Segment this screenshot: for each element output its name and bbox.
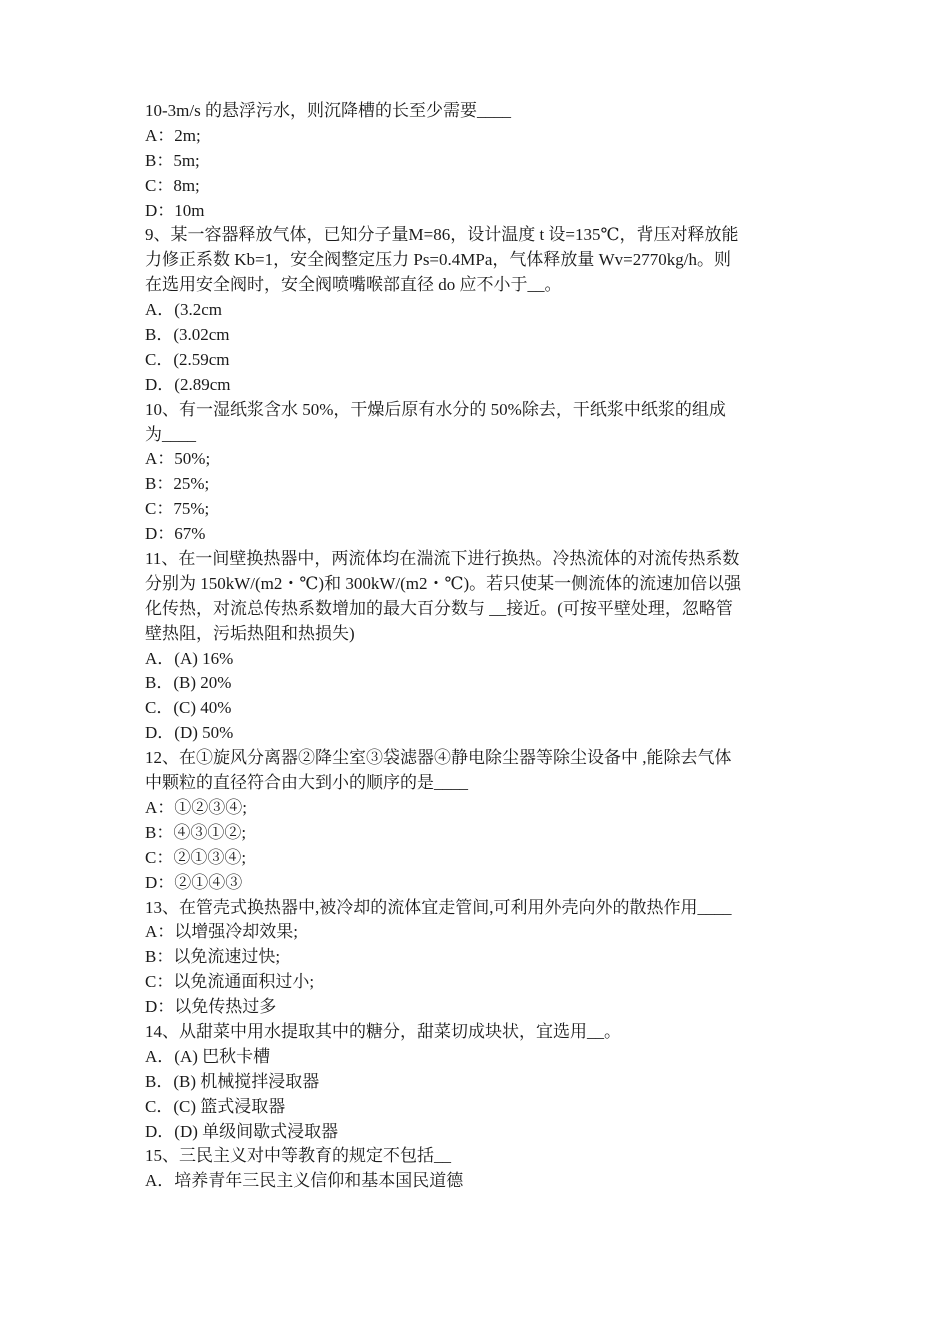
question-line: 13、在管壳式换热器中,被冷却的流体宜走管间,可利用外壳向外的散热作用____ [145, 897, 732, 917]
option-line: B：5m; [145, 150, 200, 170]
option-line: C：8m; [145, 175, 200, 195]
question-line: 力修正系数 Kb=1，安全阀整定压力 Ps=0.4MPa，气体释放量 Wv=2770kg/h。则 [145, 250, 731, 270]
question-line: 壁热阻，污垢热阻和热损失) [145, 623, 355, 643]
option-line: D．(2.89cm [145, 374, 231, 394]
option-line: A．(A) 16% [145, 648, 234, 668]
question-line: 化传热，对流总传热系数增加的最大百分数与 __接近。(可按平壁处理，忽略管 [145, 598, 733, 618]
option-line: A：2m; [145, 125, 201, 145]
option-line: C：②①③④; [145, 847, 247, 867]
question-line: 12、在①旋风分离器②降尘室③袋滤器④静电除尘器等除尘设备中 ,能除去气体 [145, 748, 732, 768]
option-line: A．(A) 巴秋卡槽 [145, 1046, 271, 1066]
option-line: D：67% [145, 524, 206, 544]
option-line: C．(C) 40% [145, 698, 232, 718]
option-line: C：以免流通面积过小; [145, 972, 315, 992]
option-line: B：以免流速过快; [145, 947, 281, 967]
option-line: A：50%; [145, 449, 211, 469]
option-line: B：25%; [145, 474, 210, 494]
question-line: 9、某一容器释放气体，已知分子量M=86，设计温度 t 设=135℃，背压对释放能 [145, 225, 739, 245]
option-line: A．培养青年三民主义信仰和基本国民道德 [145, 1171, 464, 1191]
option-line: A．(3.2cm [145, 300, 222, 320]
option-line: A：①②③④; [145, 797, 247, 817]
option-line: C．(C) 篮式浸取器 [145, 1096, 286, 1116]
question-line: 14、从甜菜中用水提取其中的糖分，甜菜切成块状，宜选用__。 [145, 1021, 621, 1041]
question-line: 10、有一湿纸浆含水 50%，干燥后原有水分的 50%除去，干纸浆中纸浆的组成 [145, 399, 726, 419]
question-line: 中颗粒的直径符合由大到小的顺序的是____ [145, 773, 468, 793]
option-line: B：④③①②; [145, 822, 247, 842]
option-line: D：10m [145, 200, 205, 220]
option-line: D．(D) 单级间歇式浸取器 [145, 1121, 339, 1141]
option-line: C．(2.59cm [145, 349, 230, 369]
document-page [145, 99, 810, 1194]
question-line: 为____ [145, 424, 196, 444]
option-line: A：以增强冷却效果; [145, 922, 298, 942]
option-line: C：75%; [145, 499, 210, 519]
option-line: D：②①④③ [145, 872, 243, 892]
option-line: B．(B) 机械搅拌浸取器 [145, 1071, 320, 1091]
text-line: 10-3m/s 的悬浮污水，则沉降槽的长至少需要____ [145, 101, 511, 120]
option-line: D．(D) 50% [145, 723, 234, 743]
option-line: D：以免传热过多 [145, 997, 277, 1017]
question-line: 在选用安全阀时，安全阀喷嘴喉部直径 do 应不小于__。 [145, 275, 562, 295]
option-line: B．(3.02cm [145, 325, 230, 345]
option-line: B．(B) 20% [145, 673, 232, 693]
question-line: 11、在一间壁换热器中，两流体均在湍流下进行换热。冷热流体的对流传热系数 [145, 549, 740, 569]
question-line: 分别为 150kW/(m2・℃)和 300kW/(m2・℃)。若只使某一侧流体的流速加倍以强 [145, 573, 742, 593]
question-line: 15、三民主义对中等教育的规定不包括__ [145, 1146, 451, 1166]
